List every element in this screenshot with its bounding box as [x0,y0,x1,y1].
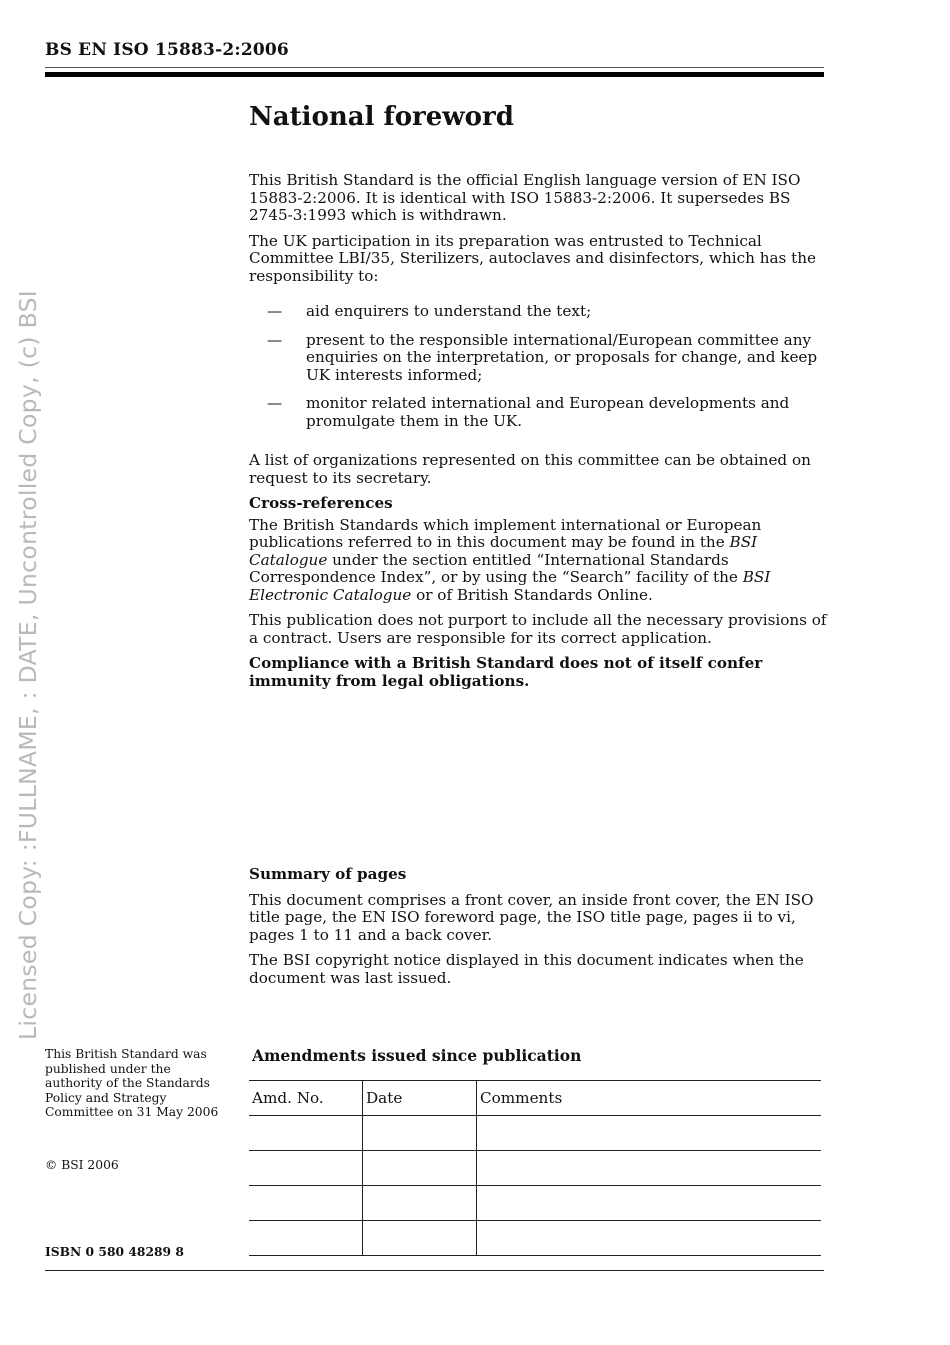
column-header-comments: Comments [477,1081,822,1116]
authority-note: This British Standard was published under the authority of the Standards Policy and Strategy Committee on 31 May 2006 [45,1047,219,1119]
cross-references-paragraph: The British Standards which implement international or European publications referred to in this document may be found in the BSI Catalogue under the section entitled “International Standards Correspondence Index”, or by using the “Search” facility of the BSI Electronic Catalogue or of British Standards Online. [249,515,771,604]
table-cell [363,1186,477,1221]
isbn: ISBN 0 580 48289 8 [45,1244,184,1259]
foreword-paragraph-3: A list of organizations represented on this committee can be obtained on request to its secretary. [249,451,811,487]
header-rule-thick [45,72,824,77]
table-row [249,1221,821,1256]
responsibility-list [249,303,829,430]
table-cell [249,1221,363,1256]
table-cell [363,1151,477,1186]
table-row [249,1116,821,1151]
table-cell [477,1151,822,1186]
table-row [249,1151,821,1186]
list-item: — present to the responsible international/European committee any enquiries on the interpretation, or proposals for change, and keep UK interests informed; [267,330,818,384]
amendments-table [249,1080,821,1256]
table-cell [363,1221,477,1256]
table-header-row [249,1081,821,1116]
copyright-notice: © BSI 2006 [45,1158,119,1172]
summary-paragraph-2: The BSI copyright notice displayed in this document indicates when the document was last issued. [249,951,804,987]
table-cell [249,1116,363,1151]
summary-heading: Summary of pages [249,865,407,883]
table-cell [477,1116,822,1151]
column-header-amd-no: Amd. No. [249,1081,363,1116]
footer-rule [45,1270,824,1271]
document-id-header: BS EN ISO 15883-2:2006 [45,40,289,60]
page-title: National foreword [249,102,514,132]
cross-references-heading: Cross-references [249,494,393,512]
header-rule-thin [45,67,824,68]
table-row [249,1186,821,1221]
bsi-catalogue-title: BSI Catalogue [249,533,758,569]
table-cell [477,1186,822,1221]
list-item: — aid enquirers to understand the text; [267,302,592,320]
compliance-statement: Compliance with a British Standard does not of itself confer immunity from legal obligations. [249,654,763,690]
dash-bullet: — [267,302,283,320]
column-header-date: Date [363,1081,477,1116]
foreword-section [249,102,829,694]
summary-section [249,866,829,995]
foreword-paragraph-2: The UK participation in its preparation was entrusted to Technical Committee LBI/35, Sterilizers, autoclaves and disinfectors, which has the responsibility to: [249,231,817,285]
bsi-electronic-catalogue-title: BSI Electronic Catalogue [249,568,771,604]
table-cell [477,1221,822,1256]
foreword-paragraph-1: This British Standard is the official English language version of EN ISO 15883-2:2006. It is identical with ISO 15883-2:2006. It supersedes BS 2745-3:1993 which is withdrawn. [249,171,801,224]
license-watermark: Licensed Copy: :FULLNAME, : DATE, Uncontrolled Copy, (c) BSI [14,289,42,1040]
amendments-title: Amendments issued since publication [252,1046,582,1065]
summary-paragraph-1: This document comprises a front cover, an inside front cover, the EN ISO title page, the EN ISO foreword page, the ISO title page, pages ii to vi, pages 1 to 11 and a back cover. [249,890,814,944]
foreword-paragraph-4: This publication does not purport to include all the necessary provisions of a contract. Users are responsible for its correct application. [249,611,827,647]
list-item: — monitor related international and European developments and promulgate them in the UK. [267,394,790,430]
table-cell [363,1116,477,1151]
table-cell [249,1151,363,1186]
table-cell [249,1186,363,1221]
dash-bullet: — [267,394,283,412]
dash-bullet: — [267,330,283,349]
